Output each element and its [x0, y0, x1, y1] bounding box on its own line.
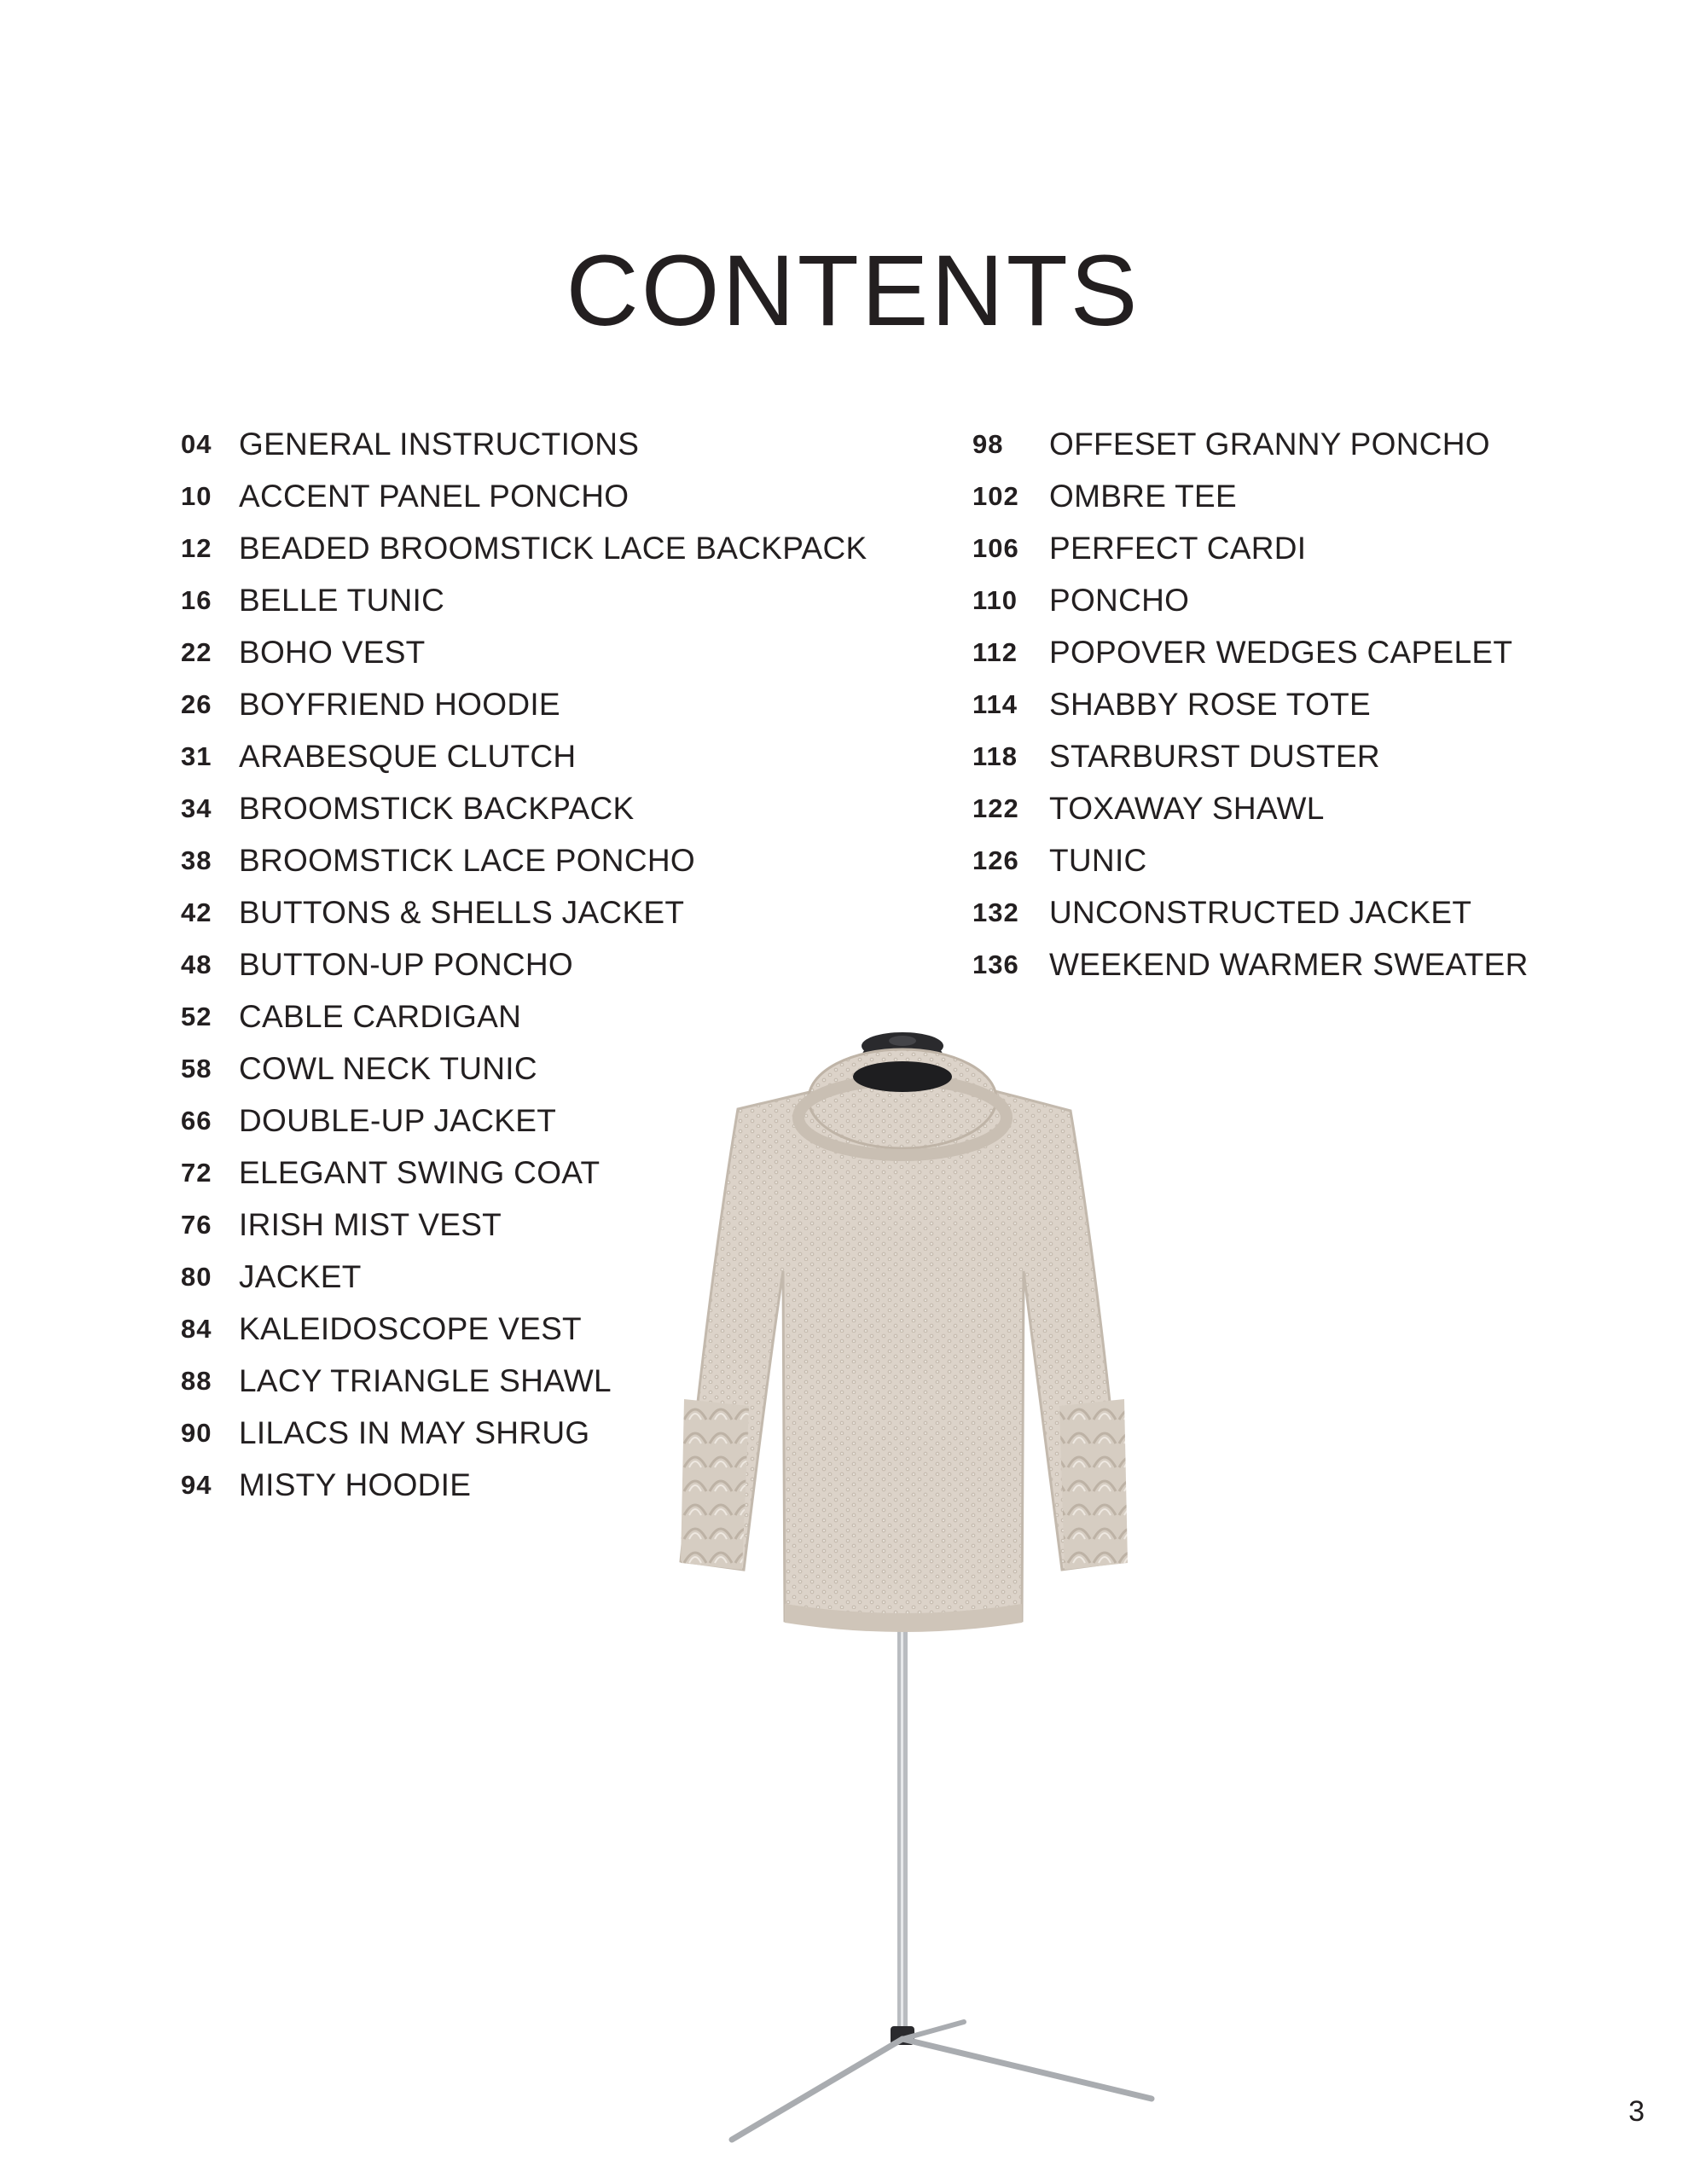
toc-entry	[181, 938, 867, 990]
toc-entry-title: CABLE CARDIGAN	[239, 998, 522, 1034]
toc-page-number: 66	[181, 1105, 212, 1136]
toc-page-number: 106	[972, 532, 1019, 563]
toc-page-number: 72	[181, 1157, 212, 1188]
toc-page-number: 136	[972, 949, 1019, 979]
toc-page-number: 114	[972, 688, 1018, 719]
toc-entry	[181, 782, 867, 834]
toc-entry-title: BUTTON-UP PONCHO	[239, 946, 573, 982]
toc-page-number: 38	[181, 845, 212, 875]
toc-page-number: 48	[181, 949, 212, 979]
toc-entry-title: TUNIC	[1049, 842, 1147, 878]
toc-entry-title: COWL NECK TUNIC	[239, 1050, 537, 1086]
toc-page-number: 12	[181, 532, 212, 563]
toc-entry-title: JACKET	[239, 1258, 362, 1294]
sweater	[681, 1049, 1128, 1632]
toc-entry-title: OMBRE TEE	[1049, 478, 1237, 514]
toc-page-number: 52	[181, 1001, 212, 1031]
toc-entry-title: DOUBLE-UP JACKET	[239, 1102, 557, 1138]
toc-page-number: 84	[181, 1313, 212, 1344]
toc-entry-title: PONCHO	[1049, 582, 1190, 618]
toc-page-number: 58	[181, 1053, 212, 1083]
toc-entry-title: IRISH MIST VEST	[239, 1206, 502, 1242]
toc-entry-title: ACCENT PANEL PONCHO	[239, 478, 630, 514]
toc-entry-title: STARBURST DUSTER	[1049, 738, 1380, 774]
toc-page-number: 22	[181, 636, 212, 667]
toc-entry-title: BEADED BROOMSTICK LACE BACKPACK	[239, 530, 868, 566]
toc-entry-title: SHABBY ROSE TOTE	[1049, 686, 1371, 722]
toc-entry-title: BROOMSTICK BACKPACK	[239, 790, 635, 826]
sweater-on-dress-form-photo	[606, 1015, 1203, 2150]
toc-entry	[181, 470, 867, 522]
toc-entry	[181, 834, 867, 886]
toc-entry-title: LACY TRIANGLE SHAWL	[239, 1362, 612, 1398]
toc-page-number: 118	[972, 741, 1018, 771]
toc-entry-title: UNCONSTRUCTED JACKET	[1049, 894, 1472, 930]
dress-form-stand	[732, 1612, 1152, 2140]
toc-entry	[972, 782, 1529, 834]
toc-page-number: 88	[181, 1365, 212, 1396]
toc-page-number: 34	[181, 793, 212, 823]
toc-entry-title: TOXAWAY SHAWL	[1049, 790, 1325, 826]
toc-entry	[972, 418, 1529, 470]
toc-entry	[972, 522, 1529, 574]
toc-entry	[972, 730, 1529, 782]
toc-page-number: 126	[972, 845, 1019, 875]
toc-entry-title: BUTTONS & SHELLS JACKET	[239, 894, 685, 930]
toc-page-number: 102	[972, 480, 1019, 511]
toc-page-number: 80	[181, 1261, 212, 1292]
toc-entry	[181, 522, 867, 574]
toc-entry	[181, 678, 867, 730]
toc-entry-title: OFFESET GRANNY PONCHO	[1049, 426, 1490, 462]
toc-page-number: 16	[181, 584, 212, 615]
toc-entry	[181, 418, 867, 470]
toc-entry-title: WEEKEND WARMER SWEATER	[1049, 946, 1529, 982]
toc-entry-title: BOHO VEST	[239, 634, 426, 670]
toc-entry-title: LILACS IN MAY SHRUG	[239, 1414, 590, 1450]
toc-page-number: 110	[972, 584, 1018, 615]
toc-entry	[972, 574, 1529, 626]
toc-page-number: 122	[972, 793, 1019, 823]
toc-entry	[181, 574, 867, 626]
toc-page-number: 90	[181, 1417, 212, 1448]
toc-entry	[181, 730, 867, 782]
toc-page-number: 31	[181, 741, 212, 771]
toc-entry	[972, 470, 1529, 522]
toc-page-number: 26	[181, 688, 212, 719]
toc-page-number: 98	[972, 428, 1004, 459]
toc-entry	[972, 938, 1529, 990]
toc-entry-title: KALEIDOSCOPE VEST	[239, 1310, 582, 1346]
toc-page-number: 94	[181, 1469, 212, 1500]
toc-entry	[181, 626, 867, 678]
toc-entry-title: GENERAL INSTRUCTIONS	[239, 426, 640, 462]
toc-right-column	[972, 418, 1529, 990]
toc-entry-title: PERFECT CARDI	[1049, 530, 1307, 566]
toc-page-number: 10	[181, 480, 212, 511]
toc-entry-title: BOYFRIEND HOODIE	[239, 686, 560, 722]
toc-page-number: 76	[181, 1209, 212, 1240]
toc-entry-title: BELLE TUNIC	[239, 582, 445, 618]
toc-entry-title: BROOMSTICK LACE PONCHO	[239, 842, 695, 878]
toc-page-number: 132	[972, 897, 1019, 927]
toc-entry-title: ARABESQUE CLUTCH	[239, 738, 577, 774]
toc-entry	[972, 886, 1529, 938]
toc-entry	[972, 834, 1529, 886]
toc-entry-title: ELEGANT SWING COAT	[239, 1154, 601, 1190]
toc-entry-title: POPOVER WEDGES CAPELET	[1049, 634, 1513, 670]
toc-page-number: 04	[181, 428, 212, 459]
toc-entry-title: MISTY HOODIE	[239, 1467, 472, 1502]
page-number: 3	[1628, 2095, 1645, 2128]
toc-entry	[972, 678, 1529, 730]
toc-page-number: 42	[181, 897, 212, 927]
toc-entry	[181, 886, 867, 938]
page-title: CONTENTS	[566, 235, 1140, 347]
toc-page-number: 112	[972, 636, 1018, 667]
toc-entry	[972, 626, 1529, 678]
